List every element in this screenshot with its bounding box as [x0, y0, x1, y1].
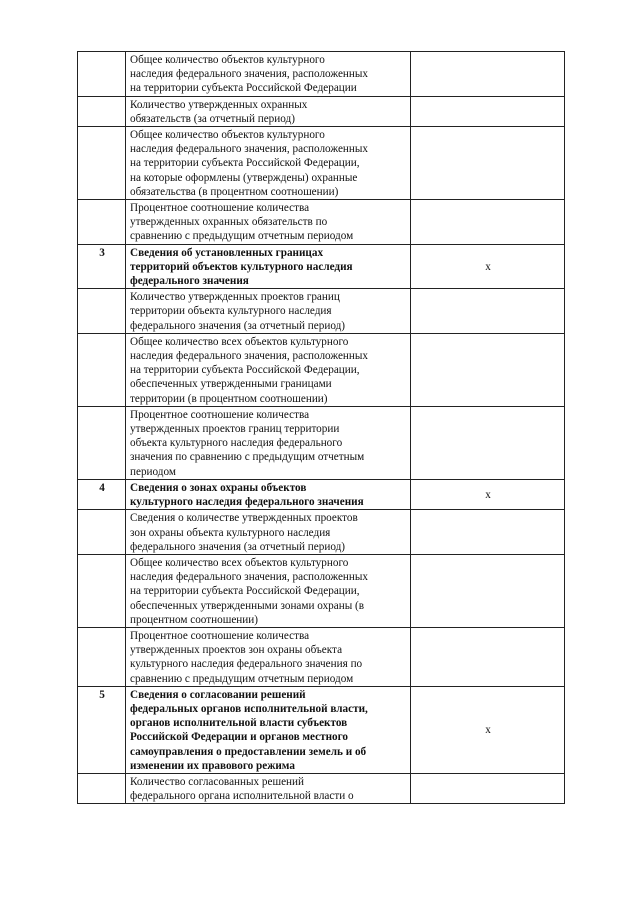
row-number-cell: 3: [78, 244, 126, 289]
text-line: территории объекта культурного наследия: [130, 305, 332, 318]
indicator-name-cell: [126, 333, 411, 406]
text-line: федерального значения (за отчетный период): [130, 319, 346, 332]
text-line: федерального значения (за отчетный период): [130, 540, 346, 553]
text-line: самоуправления о предоставлении земель и об: [130, 745, 367, 758]
text-line: Российской Федерации и органов местного: [130, 731, 349, 744]
text-line: обязательств (за отчетный период): [130, 112, 295, 125]
value-cell: [411, 96, 565, 126]
text-line: обязательства (в процентном соотношении): [130, 185, 339, 198]
indicator-name-cell: [126, 627, 411, 686]
indicator-name-cell: [126, 773, 411, 803]
text-line: Общее количество объектов культурного: [130, 54, 325, 66]
text-line: Процентное соотношение количества: [130, 629, 310, 642]
value-cell: x: [411, 244, 565, 289]
text-line: значения по сравнению с предыдущим отчетным: [130, 451, 365, 464]
row-number-cell: [78, 406, 126, 479]
row-number-cell: [78, 627, 126, 686]
text-line: Сведения о количестве утвержденных проектов: [130, 512, 358, 525]
value-cell: [411, 289, 565, 334]
value-cell: [411, 406, 565, 479]
indicator-name-cell: [126, 510, 411, 555]
table-row: [78, 406, 565, 479]
report-table-body: [78, 52, 565, 804]
table-row: [78, 52, 565, 97]
indicator-name-cell: [126, 406, 411, 479]
section-row: [78, 479, 565, 509]
text-line: утвержденных охранных обязательств по: [130, 216, 328, 229]
row-number-cell: [78, 773, 126, 803]
value-cell: [411, 52, 565, 97]
section-row: [78, 244, 565, 289]
table-row: [78, 333, 565, 406]
text-line: Общее количество всех объектов культурного: [130, 335, 349, 348]
text-line: периодом: [130, 465, 176, 478]
text-line: федерального органа исполнительной власти о: [130, 790, 354, 803]
indicator-name-cell: [126, 127, 411, 200]
text-line: федеральных органов исполнительной власти,: [130, 702, 368, 715]
section-title-cell: [126, 479, 411, 509]
text-line: сравнению с предыдущим отчетным периодом: [130, 230, 354, 243]
text-line: территории (в процентном соотношении): [130, 392, 328, 405]
text-line: на территории субъекта Российской Федерации,: [130, 157, 360, 170]
value-cell: x: [411, 479, 565, 509]
text-line: Сведения об установленных границах: [130, 246, 324, 259]
indicator-name-cell: [126, 554, 411, 627]
text-line: Сведения о зонах охраны объектов: [130, 481, 307, 494]
section-row: [78, 686, 565, 773]
text-line: наследия федерального значения, расположенных: [130, 143, 369, 156]
text-line: Количество утвержденных охранных: [130, 98, 308, 111]
report-table: [77, 51, 565, 804]
text-line: обеспеченных утвержденными зонами охраны (в: [130, 599, 365, 612]
text-line: процентном соотношении): [130, 613, 258, 626]
text-line: Процентное соотношение количества: [130, 202, 310, 215]
text-line: Количество утвержденных проектов границ: [130, 291, 340, 304]
value-cell: [411, 333, 565, 406]
indicator-name-cell: [126, 289, 411, 334]
table-row: [78, 289, 565, 334]
section-title-cell: [126, 244, 411, 289]
text-line: территорий объектов культурного наследия: [130, 260, 353, 273]
text-line: органов исполнительной власти субъектов: [130, 717, 348, 730]
table-row: [78, 554, 565, 627]
row-number-cell: [78, 127, 126, 200]
text-line: Процентное соотношение количества: [130, 408, 310, 421]
text-line: Сведения о согласовании решений: [130, 688, 306, 701]
text-line: культурного наследия федерального значения по: [130, 658, 363, 671]
text-line: зон охраны объекта культурного наследия: [130, 526, 331, 539]
row-number-cell: [78, 200, 126, 245]
text-line: федерального значения: [130, 275, 249, 288]
row-number-cell: 4: [78, 479, 126, 509]
table-row: [78, 627, 565, 686]
text-line: наследия федерального значения, расположенных: [130, 68, 369, 81]
value-cell: x: [411, 686, 565, 773]
text-line: наследия федерального значения, расположенных: [130, 350, 369, 363]
value-cell: [411, 510, 565, 555]
text-line: объекта культурного наследия федерального: [130, 437, 343, 450]
table-row: [78, 127, 565, 200]
text-line: на территории субъекта Российской Федерации,: [130, 364, 360, 377]
value-cell: [411, 554, 565, 627]
text-line: на которые оформлены (утверждены) охранные: [130, 171, 358, 184]
text-line: утвержденных проектов границ территории: [130, 423, 340, 436]
value-cell: [411, 127, 565, 200]
row-number-cell: [78, 52, 126, 97]
value-cell: [411, 200, 565, 245]
row-number-cell: [78, 289, 126, 334]
section-title-cell: [126, 686, 411, 773]
text-line: Общее количество всех объектов культурного: [130, 556, 349, 569]
text-line: на территории субъекта Российской Федерации: [130, 82, 357, 95]
table-row: [78, 510, 565, 555]
table-row: [78, 96, 565, 126]
text-line: наследия федерального значения, расположенных: [130, 571, 369, 584]
value-cell: [411, 627, 565, 686]
row-number-cell: [78, 96, 126, 126]
text-line: Общее количество объектов культурного: [130, 129, 325, 142]
indicator-name-cell: [126, 200, 411, 245]
text-line: Количество согласованных решений: [130, 775, 305, 788]
text-line: сравнению с предыдущим отчетным периодом: [130, 672, 354, 685]
text-line: на территории субъекта Российской Федерации,: [130, 585, 360, 598]
row-number-cell: [78, 510, 126, 555]
row-number-cell: [78, 333, 126, 406]
table-row: [78, 773, 565, 803]
indicator-name-cell: [126, 52, 411, 97]
text-line: обеспеченных утвержденными границами: [130, 378, 332, 391]
text-line: утвержденных проектов зон охраны объекта: [130, 644, 343, 657]
value-cell: [411, 773, 565, 803]
text-line: культурного наследия федерального значения: [130, 496, 364, 509]
text-line: изменении их правового режима: [130, 759, 295, 772]
indicator-name-cell: [126, 96, 411, 126]
row-number-cell: [78, 554, 126, 627]
row-number-cell: 5: [78, 686, 126, 773]
table-row: [78, 200, 565, 245]
